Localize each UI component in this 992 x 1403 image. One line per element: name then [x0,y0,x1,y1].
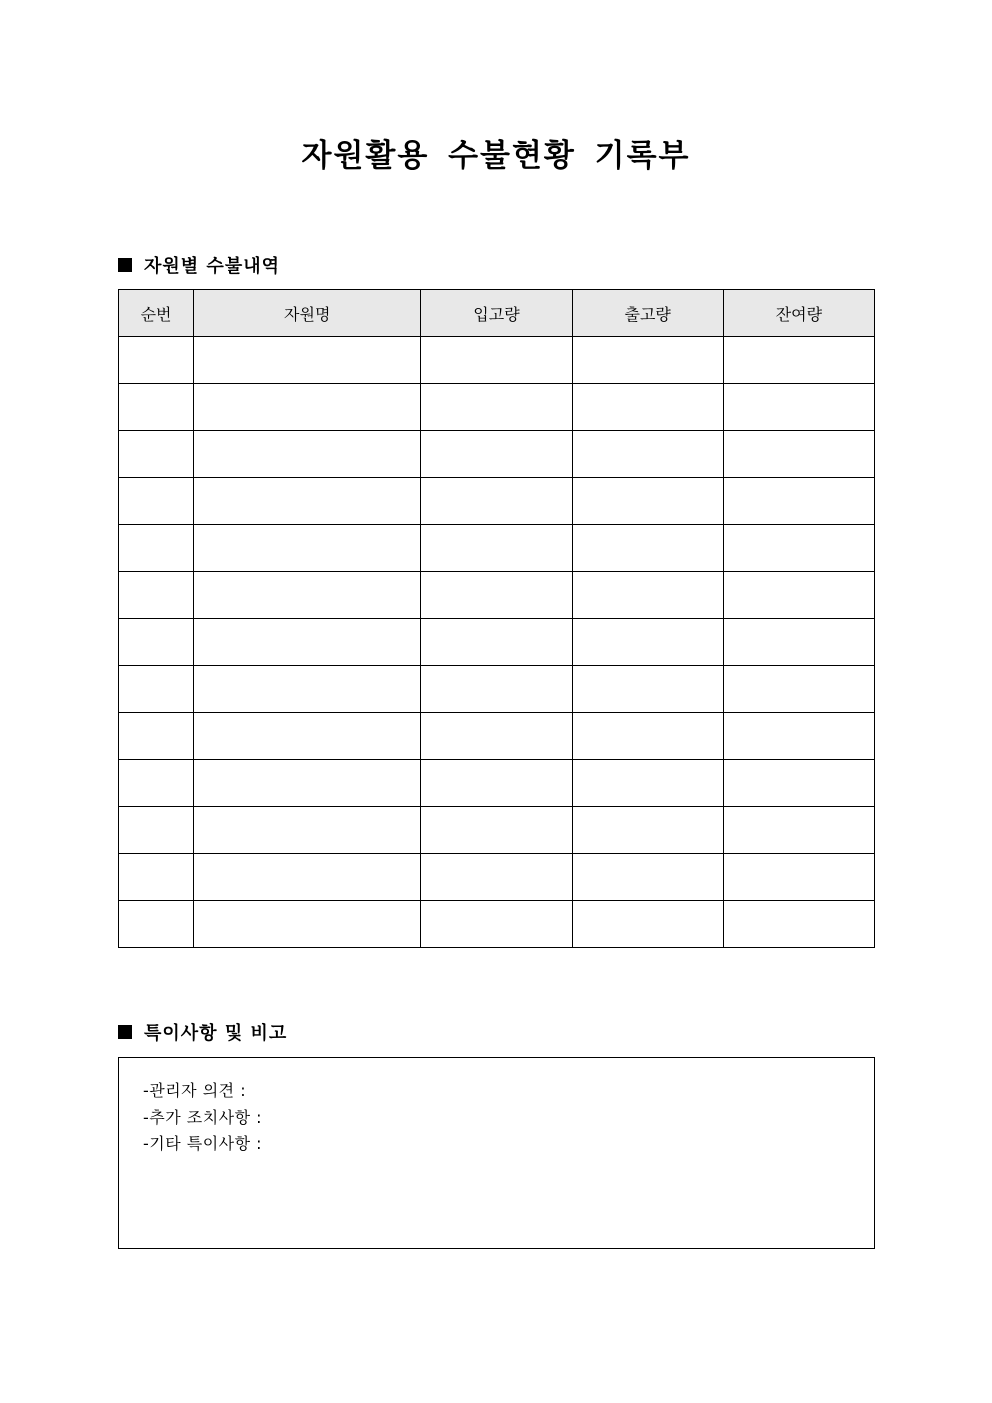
table-row [119,619,875,666]
cell-seq [119,478,194,525]
cell-received [421,619,572,666]
cell-seq [119,525,194,572]
square-bullet-icon [118,258,132,272]
cell-remaining [723,760,874,807]
cell-resource-name [194,384,421,431]
cell-resource-name [194,666,421,713]
cell-remaining [723,901,874,948]
cell-seq [119,337,194,384]
table-row [119,760,875,807]
cell-issued [572,337,723,384]
cell-remaining [723,431,874,478]
cell-received [421,384,572,431]
cell-resource-name [194,713,421,760]
cell-seq [119,619,194,666]
cell-seq [119,760,194,807]
cell-resource-name [194,525,421,572]
table-row [119,525,875,572]
cell-received [421,760,572,807]
cell-remaining [723,807,874,854]
cell-remaining [723,713,874,760]
square-bullet-icon [118,1025,132,1039]
cell-received [421,854,572,901]
cell-received [421,901,572,948]
remark-additional-actions: -추가 조치사항 : [143,1107,263,1127]
column-header-issued: 출고량 [572,290,723,337]
cell-remaining [723,572,874,619]
cell-remaining [723,619,874,666]
cell-resource-name [194,807,421,854]
cell-issued [572,384,723,431]
cell-resource-name [194,901,421,948]
cell-remaining [723,337,874,384]
cell-issued [572,760,723,807]
column-header-seq: 순번 [119,290,194,337]
cell-issued [572,854,723,901]
cell-received [421,525,572,572]
cell-seq [119,807,194,854]
table-row [119,572,875,619]
table-row [119,384,875,431]
cell-received [421,431,572,478]
cell-resource-name [194,572,421,619]
cell-remaining [723,525,874,572]
cell-remaining [723,666,874,713]
cell-received [421,807,572,854]
cell-issued [572,666,723,713]
table-row [119,431,875,478]
cell-received [421,572,572,619]
cell-issued [572,478,723,525]
cell-seq [119,384,194,431]
cell-remaining [723,384,874,431]
cell-resource-name [194,478,421,525]
cell-resource-name [194,760,421,807]
table-row [119,807,875,854]
resource-ledger-table [118,289,875,948]
column-header-received: 입고량 [421,290,572,337]
cell-issued [572,572,723,619]
cell-remaining [723,478,874,525]
remarks-section-heading [118,1019,287,1045]
table-row [119,854,875,901]
column-header-remaining: 잔여량 [723,290,874,337]
cell-seq [119,572,194,619]
cell-issued [572,431,723,478]
remarks-box [118,1057,875,1249]
cell-resource-name [194,854,421,901]
cell-resource-name [194,431,421,478]
remark-manager-opinion: -관리자 의견 : [143,1081,247,1100]
table-row [119,713,875,760]
remarks-list [119,1058,874,1158]
cell-issued [572,901,723,948]
table-row [119,901,875,948]
table-row [119,337,875,384]
cell-received [421,337,572,384]
cell-issued [572,713,723,760]
cell-issued [572,807,723,854]
resources-section-title: 자원별 수불내역 [144,256,280,277]
cell-resource-name [194,619,421,666]
cell-remaining [723,854,874,901]
cell-seq [119,666,194,713]
cell-resource-name [194,337,421,384]
cell-seq [119,431,194,478]
cell-seq [119,713,194,760]
remarks-section-title: 특이사항 및 비고 [144,1023,288,1044]
cell-received [421,713,572,760]
table-row [119,666,875,713]
table-row [119,478,875,525]
cell-issued [572,525,723,572]
document-title: 자원활용 수불현황 기록부 [301,138,691,174]
table-header-row [119,290,875,337]
cell-received [421,666,572,713]
cell-seq [119,901,194,948]
cell-seq [119,854,194,901]
cell-received [421,478,572,525]
resources-section-heading [118,252,280,278]
column-header-resource-name: 자원명 [194,290,421,337]
remark-other-notes: -기타 특이사항 : [143,1134,263,1153]
cell-issued [572,619,723,666]
